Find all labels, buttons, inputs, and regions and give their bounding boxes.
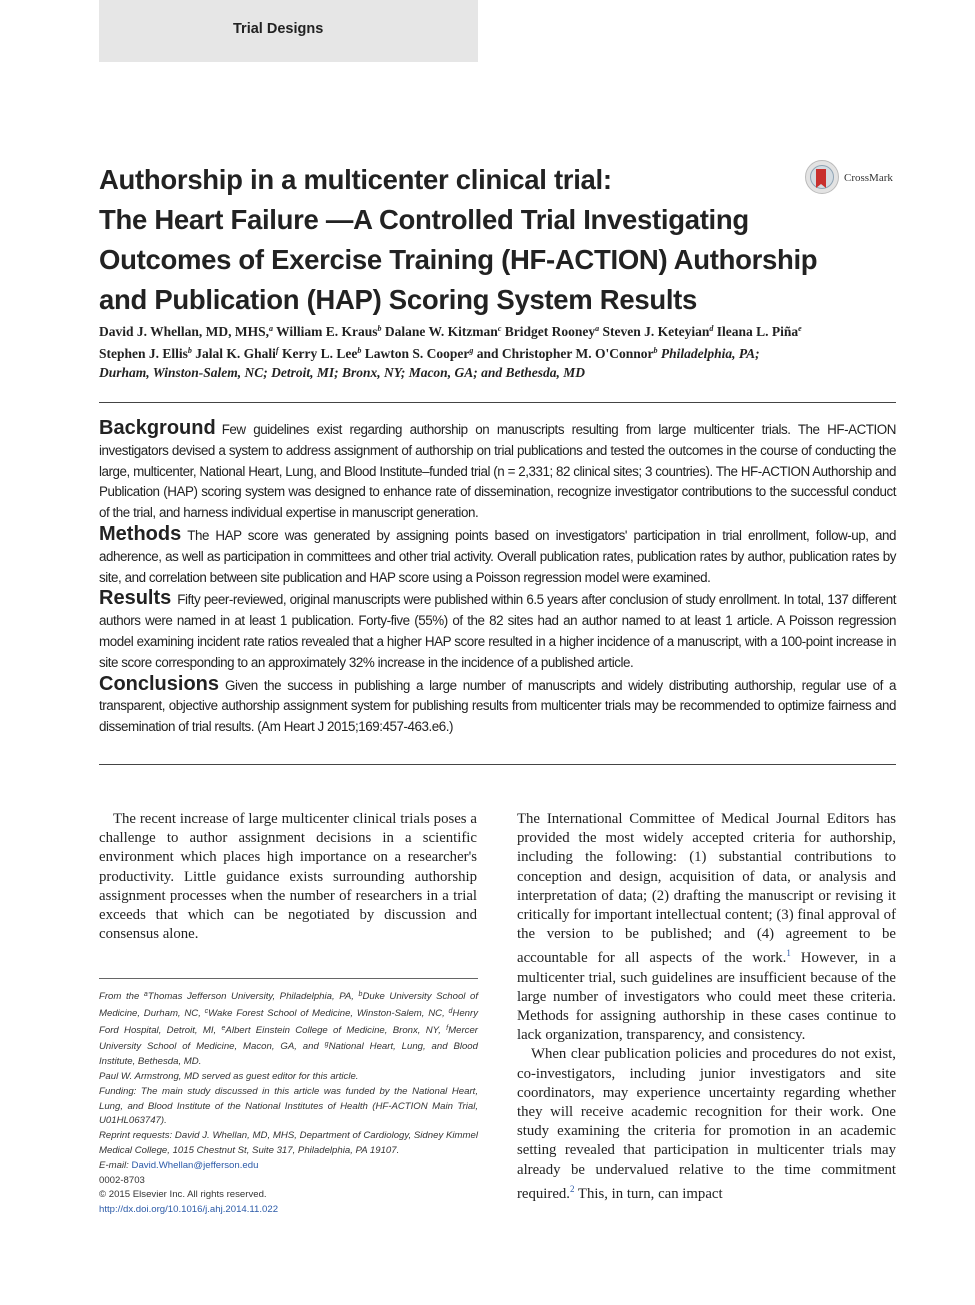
abstract-methods	[99, 524, 896, 588]
abstract-bottom-rule	[99, 764, 896, 765]
footnote-issn: 0002-8703	[99, 1174, 145, 1186]
author-name: and Christopher M. O'Connor	[476, 346, 654, 361]
author-name: David J. Whellan, MD, MHS,	[99, 324, 270, 339]
author-location: Philadelphia, PA;	[660, 346, 760, 361]
author-affil-sup: a	[269, 324, 274, 333]
author-name: William E. Kraus	[276, 324, 378, 339]
author-affil-sup: c	[497, 324, 502, 333]
body-paragraph: The recent increase of large multicenter clinical trials poses a challenge to author assignment decisions in a scientific environment which places high importance on a researcher's productivity. Little guidance exists surrounding authorship assignment processes when the number of researchers in a trial exceeds that which can be negotiated by discussion and consensus alone.	[99, 811, 477, 943]
abstract-heading: Background	[99, 417, 216, 439]
email-link[interactable]: David.Whellan@jefferson.edu	[131, 1159, 259, 1171]
abstract-conclusions	[99, 674, 896, 738]
body-column-right	[517, 810, 896, 1204]
author-name: Ileana L. Piña	[716, 324, 799, 339]
footnotes	[99, 988, 478, 1218]
title-line: and Publication (HAP) Scoring System Results	[99, 284, 698, 315]
body-paragraph: The International Committee of Medical Journal Editors has provided the most widely accepted criteria for authorship, including the following: (1) substantial contributions to conception and design, acquisition of data, or analysis and interpretation of data; (2) drafting the manuscript or revising it critically for important intellectual content; (3) final approval of the version to be published; and (4) agreement to be accountable for all aspects of the work.$^1$ However, in a multicenter trial, such guidelines are insufficient because of the large number of investigators who could meet these criteria. Methods for assigning authorship in these cases continue to lack organization, transparency, and consistency.	[517, 811, 897, 1044]
article-title	[99, 160, 899, 320]
author-affil-sup: b	[187, 346, 192, 355]
abstract-background	[99, 418, 896, 524]
footnote-doi	[99, 1203, 478, 1218]
author-affil-sup: b	[653, 346, 658, 355]
section-header-tab	[99, 0, 478, 62]
abstract-text: Few guidelines exist regarding authorship on manuscripts resulting from large multicenter trials. The HF-ACTION investigators devised a system to address assignment of authorship on trial publications and tested the outcomes in the course of conducting the large, multicenter, National Heart, Lung, and Blood Institute–funded trial (n = 2,331; 82 clinical sites; 3 countries). The HF-ACTION Authorship and Publication (HAP) scoring system was designed to enhance rate of dissemination, recognize investigator contributions to the successful conduct of the trial, and harness individual expertise in manuscript generation.	[99, 422, 896, 521]
author-affil-sup: e	[798, 324, 802, 333]
footnote-copyright: © 2015 Elsevier Inc. All rights reserved.	[99, 1189, 267, 1201]
doi-link[interactable]: http://dx.doi.org/10.1016/j.ahj.2014.11.022	[99, 1204, 279, 1216]
abstract	[99, 418, 896, 738]
author-name: Dalane W. Kitzman	[384, 324, 498, 339]
reference-link[interactable]: 1	[786, 948, 791, 959]
crossmark-icon	[805, 160, 839, 194]
author-affil-sup: d	[709, 324, 714, 333]
body-paragraph: When clear publication policies and procedures do not exist, co-investigators, including junior investigators and site coordinators, may experience uncertainty regarding whether they will receive academic recognition for their work. One study examining the criteria for promotion in an academic setting revealed that participation in multicenter trials may already be undervalued relative to the time commitment required.$^2$ This, in turn, can impact	[517, 1046, 896, 1202]
abstract-heading: Results	[99, 587, 172, 610]
author-affil-sup: a	[595, 324, 600, 333]
abstract-text: The HAP score was generated by assigning points based on investigators' participation in trial enrollment, follow-up, and adherence, as well as participation in committees and other trial activity. Overall publication rates, publication rates by author, publication rates by site, and correlation between site publication and HAP score using a Poisson regression model were examined.	[99, 527, 896, 585]
crossmark-label: CrossMark	[844, 172, 893, 184]
footnote-reprint: Reprint requests: David J. Whellan, MD, MHS, Department of Cardiology, Sidney Kimmel Medical College, 1015 Chestnut St, Suite 317, Philadelphia, PA 19107.	[99, 1130, 478, 1156]
section-label: Trial Designs	[233, 21, 324, 37]
abstract-heading: Conclusions	[99, 672, 220, 695]
abstract-results	[99, 588, 896, 673]
reference-link[interactable]: 2	[570, 1183, 575, 1194]
crossmark-badge[interactable]	[805, 160, 905, 196]
footnote-funding: Funding: The main study discussed in this article was funded by the National Heart, Lung, and Blood Institute of the National Institutes of Health (HF-ACTION Main Trial, U01HL063747).	[99, 1085, 478, 1127]
body-column-left	[99, 810, 477, 944]
title-line: The Heart Failure —A Controlled Trial Investigating	[99, 204, 749, 235]
abstract-heading: Methods	[99, 522, 182, 545]
footnote-affiliations: From the $^a$Thomas Jefferson University, Philadelphia, PA, $^b$Duke University School of Medicine, Durham, NC, $^c$Wake Forest School of Medicine, Winston-Salem, NC, $^d$Henry Ford Hospital, Detroit, MI, $^e$Albert Einstein College of Medicine, Bronx, NY, $^f$Mercer University School of Medicine, Macon, GA, and $^g$National Heart, Lung, and Blood Institute, Bethesda, MD.	[99, 991, 479, 1068]
author-name: Bridget Rooney	[504, 324, 596, 339]
footnote-email: E-mail: David.Whellan@jefferson.edu	[99, 1159, 259, 1171]
title-line: Authorship in a multicenter clinical trial:	[99, 164, 612, 195]
abstract-text: Given the success in publishing a large number of manuscripts and widely distributing authorship, regular use of a transparent, objective authorship assignment system for publishing results from multicenter trials may be recommended to optimize fairness and dissemination of trial results. (Am Heart J 2015;169:457-463.e6.)	[99, 677, 896, 735]
author-name: Lawton S. Cooper	[364, 346, 470, 361]
footnote-rule	[99, 978, 478, 979]
author-affil-sup: b	[357, 346, 362, 355]
author-affil-sup: g	[469, 346, 474, 355]
author-location: Durham, Winston-Salem, NC; Detroit, MI; Bronx, NY; Macon, GA; and Bethesda, MD	[99, 365, 585, 380]
abstract-top-rule	[99, 402, 896, 403]
author-list	[99, 319, 899, 382]
author-name: Kerry L. Lee	[281, 346, 358, 361]
author-name: Steven J. Keteyian	[602, 324, 710, 339]
author-name: Stephen J. Ellis	[99, 346, 188, 361]
title-line: Outcomes of Exercise Training (HF-ACTION) Authorship	[99, 244, 818, 275]
abstract-text: Fifty peer-reviewed, original manuscripts were published within 6.5 years after conclusion of study enrollment. In total, 137 different authors were named in at least 1 publication. Forty-five (55%) of the 82 sites had an author named to at least 1 article. A Poisson regression model examining incident rate ratios revealed that a higher HAP score resulted in a higher incidence of a manuscript, with a 100-point increase in site score corresponding to an approximately 32% increase in the incidence of a published article.	[99, 592, 896, 670]
author-name: Jalal K. Ghali	[195, 346, 276, 361]
footnote-editor: Paul W. Armstrong, MD served as guest editor for this article.	[99, 1070, 359, 1082]
author-affil-sup: b	[377, 324, 382, 333]
author-affil-sup: f	[275, 346, 279, 355]
